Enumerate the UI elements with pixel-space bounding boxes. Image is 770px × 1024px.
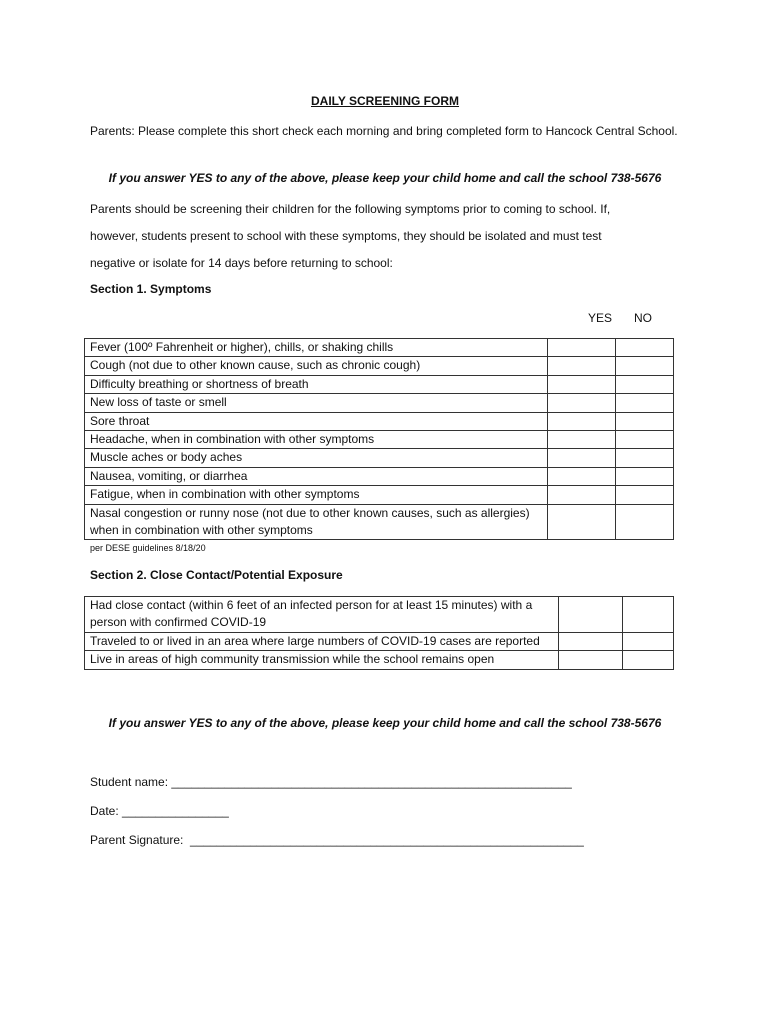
symptom-row	[85, 449, 674, 467]
symptom-row	[85, 486, 674, 504]
exposure-row	[85, 651, 674, 669]
yes-checkbox-cell[interactable]	[548, 449, 616, 467]
no-checkbox-cell[interactable]	[623, 632, 674, 650]
student-name-field[interactable]: Student name: ____________________________________________________________	[90, 775, 572, 789]
warning-top: If you answer YES to any of the above, please keep your child home and call the school 738-5676	[108, 171, 662, 185]
symptom-label: Fever (100º Fahrenheit or higher), chills, or shaking chills	[85, 339, 548, 357]
yes-checkbox-cell[interactable]	[548, 339, 616, 357]
screening-line-3: negative or isolate for 14 days before returning to school:	[90, 256, 393, 270]
exposure-label: Traveled to or lived in an area where large numbers of COVID-19 cases are reported	[85, 632, 559, 650]
symptom-row	[85, 375, 674, 393]
symptom-label: Nasal congestion or runny nose (not due to other known causes, such as allergies) when in combination with other symptoms	[85, 504, 548, 540]
yes-column-header: YES	[588, 311, 613, 325]
no-checkbox-cell[interactable]	[616, 394, 674, 412]
symptoms-table	[84, 338, 674, 540]
date-field[interactable]: Date: ________________	[90, 804, 229, 818]
exposure-table	[84, 596, 674, 670]
no-checkbox-cell[interactable]	[616, 339, 674, 357]
yes-checkbox-cell[interactable]	[548, 357, 616, 375]
yes-checkbox-cell[interactable]	[559, 632, 623, 650]
yes-checkbox-cell[interactable]	[548, 467, 616, 485]
exposure-label: Had close contact (within 6 feet of an infected person for at least 15 minutes) with a person with confirmed COVID-19	[85, 597, 559, 633]
symptom-row	[85, 412, 674, 430]
yes-checkbox-cell[interactable]	[548, 504, 616, 540]
symptom-label: Fatigue, when in combination with other symptoms	[85, 486, 548, 504]
yes-checkbox-cell[interactable]	[559, 651, 623, 669]
screening-line-1: Parents should be screening their children for the following symptoms prior to coming to school. If,	[90, 202, 611, 216]
yes-checkbox-cell[interactable]	[548, 486, 616, 504]
symptom-row	[85, 357, 674, 375]
exposure-row	[85, 597, 674, 633]
yes-checkbox-cell[interactable]	[548, 394, 616, 412]
symptom-label: Headache, when in combination with other symptoms	[85, 431, 548, 449]
exposure-label: Live in areas of high community transmission while the school remains open	[85, 651, 559, 669]
symptom-row	[85, 467, 674, 485]
yes-checkbox-cell[interactable]	[559, 597, 623, 633]
no-checkbox-cell[interactable]	[616, 357, 674, 375]
no-checkbox-cell[interactable]	[623, 597, 674, 633]
symptom-row	[85, 504, 674, 540]
exposure-row	[85, 632, 674, 650]
screening-line-2: however, students present to school with these symptoms, they should be isolated and must test	[90, 229, 602, 243]
warning-bottom: If you answer YES to any of the above, please keep your child home and call the school 738-5676	[108, 716, 662, 730]
no-checkbox-cell[interactable]	[623, 651, 674, 669]
no-checkbox-cell[interactable]	[616, 375, 674, 393]
symptom-row	[85, 431, 674, 449]
yes-checkbox-cell[interactable]	[548, 431, 616, 449]
symptom-label: Difficulty breathing or shortness of breath	[85, 375, 548, 393]
no-checkbox-cell[interactable]	[616, 504, 674, 540]
no-column-header: NO	[634, 311, 652, 325]
no-checkbox-cell[interactable]	[616, 431, 674, 449]
form-title: DAILY SCREENING FORM	[310, 94, 460, 108]
symptom-label: Nausea, vomiting, or diarrhea	[85, 467, 548, 485]
no-checkbox-cell[interactable]	[616, 467, 674, 485]
symptom-row	[85, 339, 674, 357]
parent-signature-field[interactable]: Parent Signature: ___________________________________________________________	[90, 833, 584, 847]
symptom-label: Muscle aches or body aches	[85, 449, 548, 467]
symptom-label: New loss of taste or smell	[85, 394, 548, 412]
symptom-row	[85, 394, 674, 412]
yes-checkbox-cell[interactable]	[548, 375, 616, 393]
yes-checkbox-cell[interactable]	[548, 412, 616, 430]
section1-title: Section 1. Symptoms	[90, 282, 212, 296]
symptom-label: Sore throat	[85, 412, 548, 430]
no-checkbox-cell[interactable]	[616, 486, 674, 504]
intro-paragraph: Parents: Please complete this short check each morning and bring completed form to Hancock Central School.	[90, 124, 678, 138]
no-checkbox-cell[interactable]	[616, 449, 674, 467]
section2-title: Section 2. Close Contact/Potential Exposure	[90, 568, 343, 582]
symptom-label: Cough (not due to other known cause, such as chronic cough)	[85, 357, 548, 375]
dese-guidelines-note: per DESE guidelines 8/18/20	[90, 543, 206, 553]
no-checkbox-cell[interactable]	[616, 412, 674, 430]
